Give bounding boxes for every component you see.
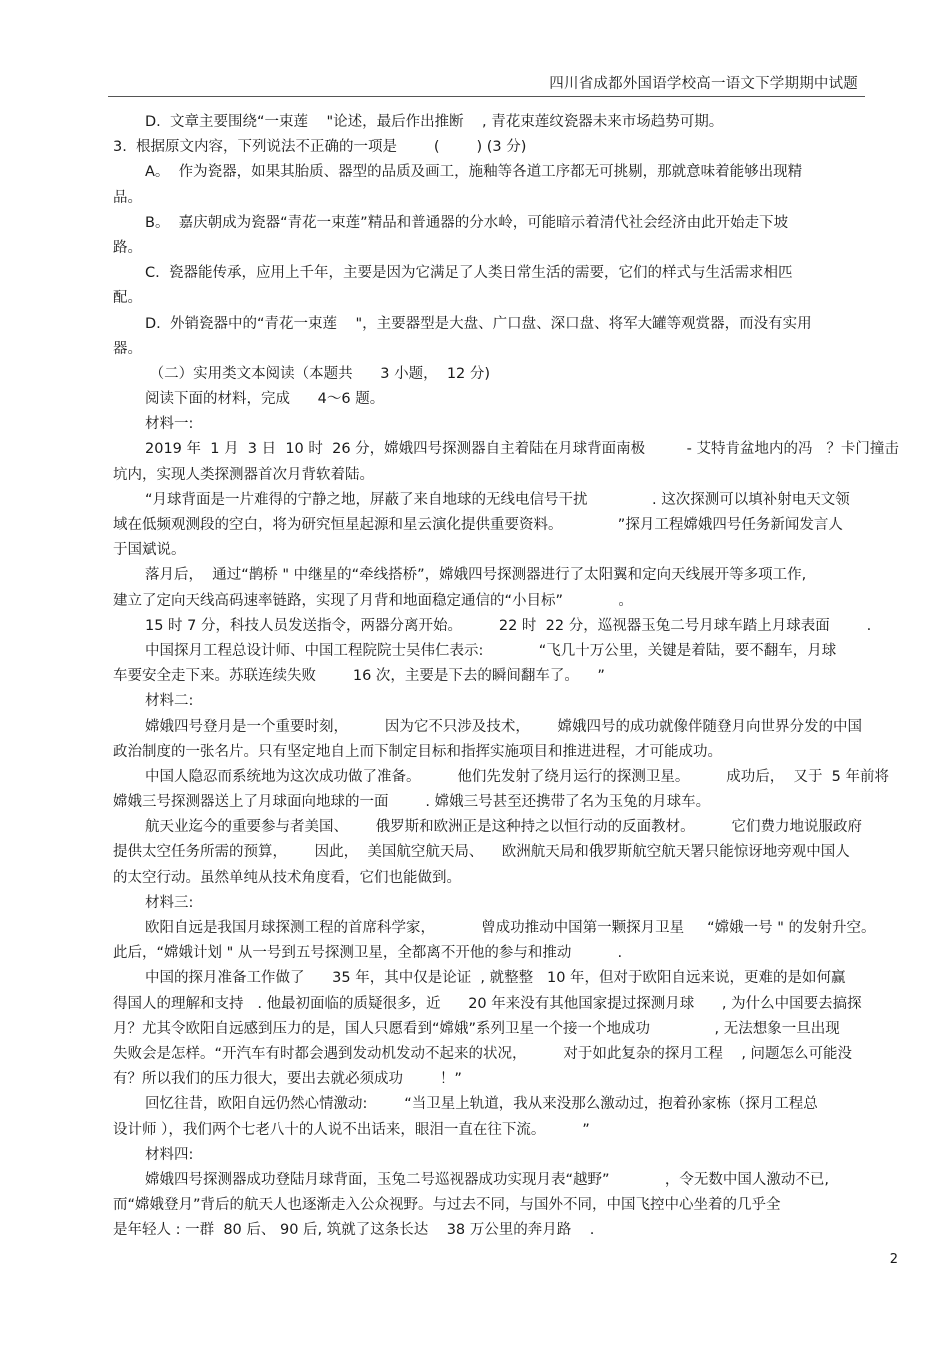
document-body	[113, 110, 903, 1243]
text-line: 品。	[113, 189, 142, 206]
page-number: 2	[889, 1252, 898, 1267]
page-header	[0, 72, 950, 100]
text-line: 中国探月工程总设计师、中国工程院院士吴伟仁表示: “飞几十万公里，关键是着陆，要不翻车，月球	[145, 642, 837, 659]
text-line: 器。	[113, 340, 142, 357]
text-line: “月球背面是一片难得的宁静之地，屏蔽了来自地球的无线电信号干扰 . 这次探测可以填补射电天文领	[145, 491, 850, 508]
text-line: 嫦娥四号登月是一个重要时刻， 因为它不只涉及技术， 嫦娥四号的成功就像伴随登月向世界分发的中国	[145, 718, 863, 735]
text-line: 中国的探月准备工作做了 35 年，其中仅是论证 , 就整整 10 年，但对于欧阳自远来说，更难的是如何赢	[145, 970, 846, 987]
text-line: 而“嫦娥登月”背后的航天人也逐渐走入公众视野。与过去不同，与国外不同，中国飞控中心坐着的几乎全	[113, 1197, 781, 1214]
text-line: 嫦娥三号探测器送上了月球面向地球的一面 . 嫦娥三号甚至还携带了名为玉兔的月球车。	[113, 794, 711, 811]
text-line: 欧阳自远是我国月球探测工程的首席科学家， 曾成功推动中国第一颗探月卫星 “嫦娥一号 " 的发射升空。	[145, 920, 876, 936]
text-line: 此后，“嫦娥计划 " 从一号到五号探测卫星，全都离不开他的参与和推动 .	[113, 945, 623, 962]
text-line: B。 嘉庆朝成为瓷器“青花一束莲”精品和普通器的分水岭，可能暗示着清代社会经济由此开始走下坡	[145, 214, 789, 231]
text-line: 有？所以我们的压力很大，要出去就必须成功 ！”	[113, 1071, 462, 1088]
text-line: A。 作为瓷器，如果其胎质、器型的品质及画工，施釉等各道工序都无可挑剔，那就意味着能够出现精	[145, 164, 803, 181]
text-line: 于国斌说。	[113, 542, 186, 559]
header-rule	[108, 96, 865, 97]
text-line: 航天业迄今的重要参与者美国、 俄罗斯和欧洲正是这种持之以恒行动的反面教材。 它们费力地说服政府	[145, 819, 863, 836]
text-line: 2019 年 1 月 3 日 10 时 26 分，嫦娥四号探测器自主着陆在月球背面南极 - 艾特肯盆地内的冯 ？卡门撞击	[145, 441, 899, 458]
text-line: 提供太空任务所需的预算， 因此， 美国航空航天局、 欧洲航天局和俄罗斯航空航天署只能惊讶地旁观中国人	[113, 844, 850, 861]
text-line: 中国人隐忍而系统地为这次成功做了准备。 他们先发射了绕月运行的探测卫星。 成功后， 又于 5 年前将	[145, 768, 890, 785]
text-line: 域在低频观测段的空白，将为研究恒星起源和星云演化提供重要资料。 ”探月工程嫦娥四号任务新闻发言人	[113, 517, 843, 533]
text-line: 配。	[113, 290, 142, 307]
text-line: 失败会是怎样。“开汽车有时都会遇到发动机发动不起来的状况， 对于如此复杂的探月工程 , 问题怎么可能没	[113, 1045, 853, 1062]
text-line: 15 时 7 分，科技人员发送指令，两器分离开始。 22 时 22 分，巡视器玉兔二号月球车踏上月球表面 .	[145, 617, 872, 634]
text-line: 得国人的理解和支持 . 他最初面临的质疑很多，近 20 年来没有其他国家提过探测月球 , 为什么中国要去搞探	[113, 995, 862, 1012]
text-line: 坑内，实现人类探测器首次月背软着陆。	[113, 466, 374, 483]
text-line: 路。	[113, 239, 142, 256]
header-title: 四川省成都外国语学校高一语文下学期期中试题	[549, 76, 858, 92]
text-line: 材料四:	[145, 1146, 194, 1163]
text-line: 月？尤其令欧阳自远感到压力的是，国人只愿看到“嫦娥”系列卫星一个接一个地成功 , 无法想象一旦出现	[113, 1020, 840, 1037]
text-line: 回忆往昔，欧阳自远仍然心情激动: “当卫星上轨道，我从来没那么激动过，抱着孙家栋（探月工程总	[145, 1096, 818, 1113]
text-line: 建立了定向天线高码速率链路，实现了月背和地面稳定通信的“小目标” 。	[113, 592, 633, 609]
text-line: 材料二:	[145, 693, 194, 710]
text-line: 材料一:	[145, 416, 194, 433]
text-line: 是年轻人 : 一群 80 后、 90 后, 筑就了这条长达 38 万公里的奔月路 .	[113, 1222, 595, 1239]
text-line: 落月后， 通过“鹊桥 " 中继星的“牵线搭桥”，嫦娥四号探测器进行了太阳翼和定向天线展开等多项工作,	[145, 567, 807, 584]
text-line: C. 瓷器能传承，应用上千年，主要是因为它满足了人类日常生活的需要，它们的样式与生活需求相匹	[145, 265, 793, 282]
text-line: 的太空行动。虽然单纯从技术角度看，它们也能做到。	[113, 869, 461, 886]
text-line: 设计师 ），我们两个七老八十的人说不出话来，眼泪一直在往下流。 ”	[113, 1121, 590, 1138]
text-line: D. 外销瓷器中的“青花一束莲 "，主要器型是大盘、广口盘、深口盘、将军大罐等观赏器，而没有实用	[145, 315, 812, 332]
text-line: D. 文章主要围绕“一束莲 "论述，最后作出推断 , 青花束莲纹瓷器未来市场趋势可期。	[145, 114, 724, 130]
text-line: （二）实用类文本阅读（本题共 3 小题， 12 分)	[145, 365, 491, 382]
text-line: 3. 根据原文内容，下列说法不正确的一项是 ( ) (3 分)	[113, 139, 527, 156]
text-line: 车要安全走下来。苏联连续失败 16 次，主要是下去的瞬间翻车了。 ”	[113, 668, 605, 685]
text-line: 嫦娥四号探测器成功登陆月球背面，玉兔二号巡视器成功实现月表“越野” ，令无数中国人激动不已,	[145, 1171, 829, 1188]
text-line: 材料三:	[145, 894, 194, 911]
text-line: 阅读下面的材料，完成 4～6 题。	[145, 391, 385, 408]
text-line: 政治制度的一张名片。只有坚定地自上而下制定目标和指挥实施项目和推进进程，才可能成功。	[113, 743, 722, 760]
